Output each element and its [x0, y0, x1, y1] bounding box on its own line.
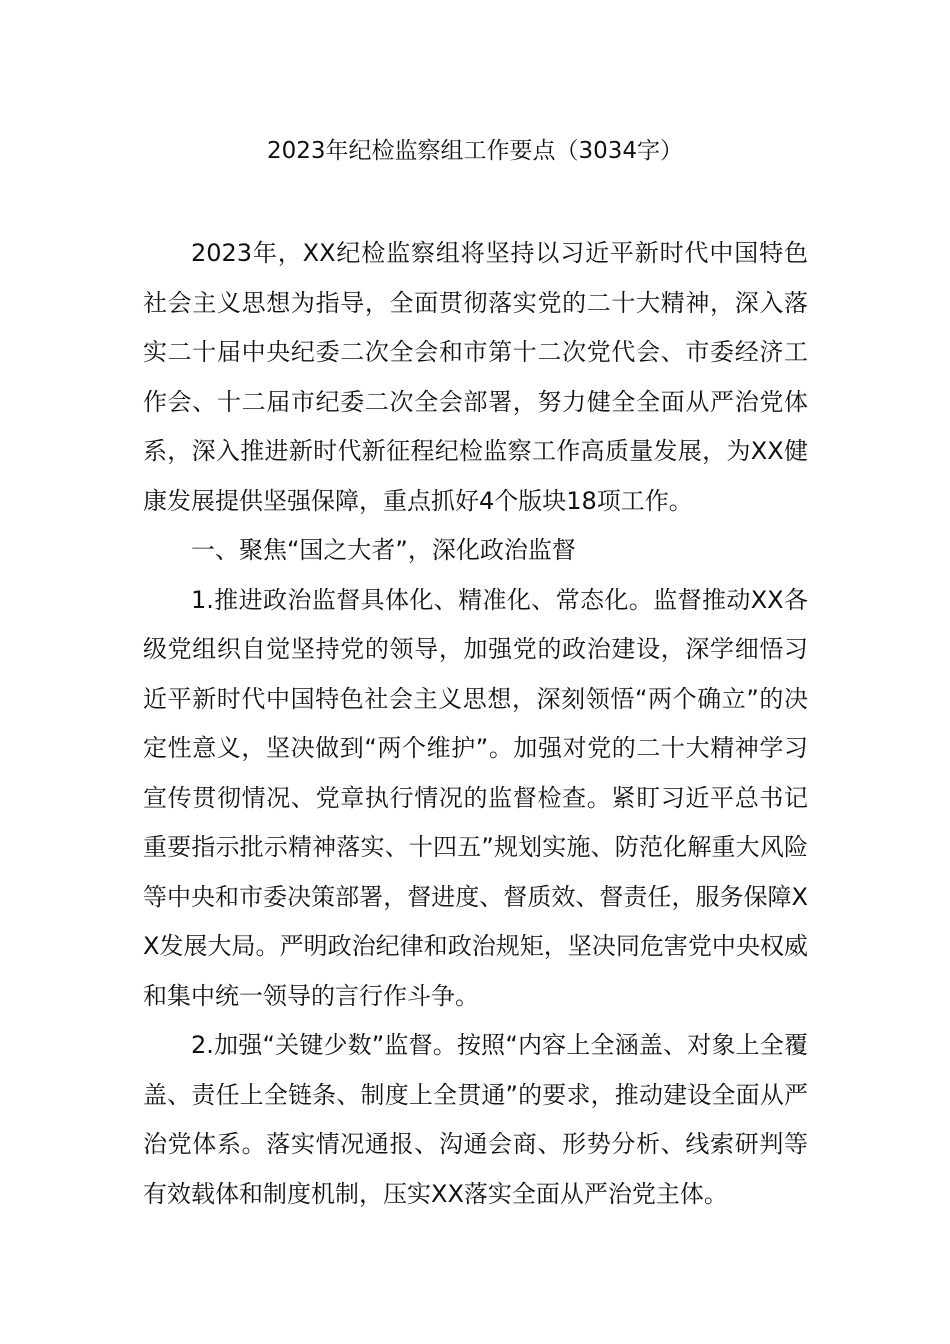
paragraph-item-2: 2.加强“关键少数”监督。按照“内容上全涵盖、对象上全覆盖、责任上全链条、制度上全贯通”的要求，推动建设全面从严治党体系。落实情况通报、沟通会商、形势分析、线索研判等有效载体和制度机制，压实XX落实全面从严治党主体。	[143, 1031, 808, 1208]
paragraph-item-1: 1.推进政治监督具体化、精准化、常态化。监督推动XX各级党组织自觉坚持党的领导，加强党的政治建设，深学细悟习近平新时代中国特色社会主义思想，深刻领悟“两个确立”的决定性意义，坚决做到“两个维护”。加强对党的二十大精神学习宣传贯彻情况、党章执行情况的监督检查。紧盯习近平总书记重要指示批示精神落实、十四五”规划实施、防范化解重大风险等中央和市委决策部署，督进度、督质效、督责任，服务保障XX发展大局。严明政治纪律和政治规矩，坚决同危害党中央权威和集中统一领导的言行作斗争。	[143, 585, 808, 1010]
document-body	[143, 229, 808, 1219]
section-heading-1: 一、聚焦“国之大者”，深化政治监督	[191, 536, 576, 564]
paragraph-intro: 2023年，XX纪检监察组将坚持以习近平新时代中国特色社会主义思想为指导，全面贯彻落实党的二十大精神，深入落实二十届中央纪委二次全会和市第十二次党代会、市委经济工作会、十二届市纪委二次全会部署，努力健全全面从严治党体系，深入推进新时代新征程纪检监察工作高质量发展，为XX健康发展提供坚强保障，重点抓好4个版块18项工作。	[143, 239, 808, 515]
document-title: 2023年纪检监察组工作要点（3034字）	[266, 138, 684, 164]
